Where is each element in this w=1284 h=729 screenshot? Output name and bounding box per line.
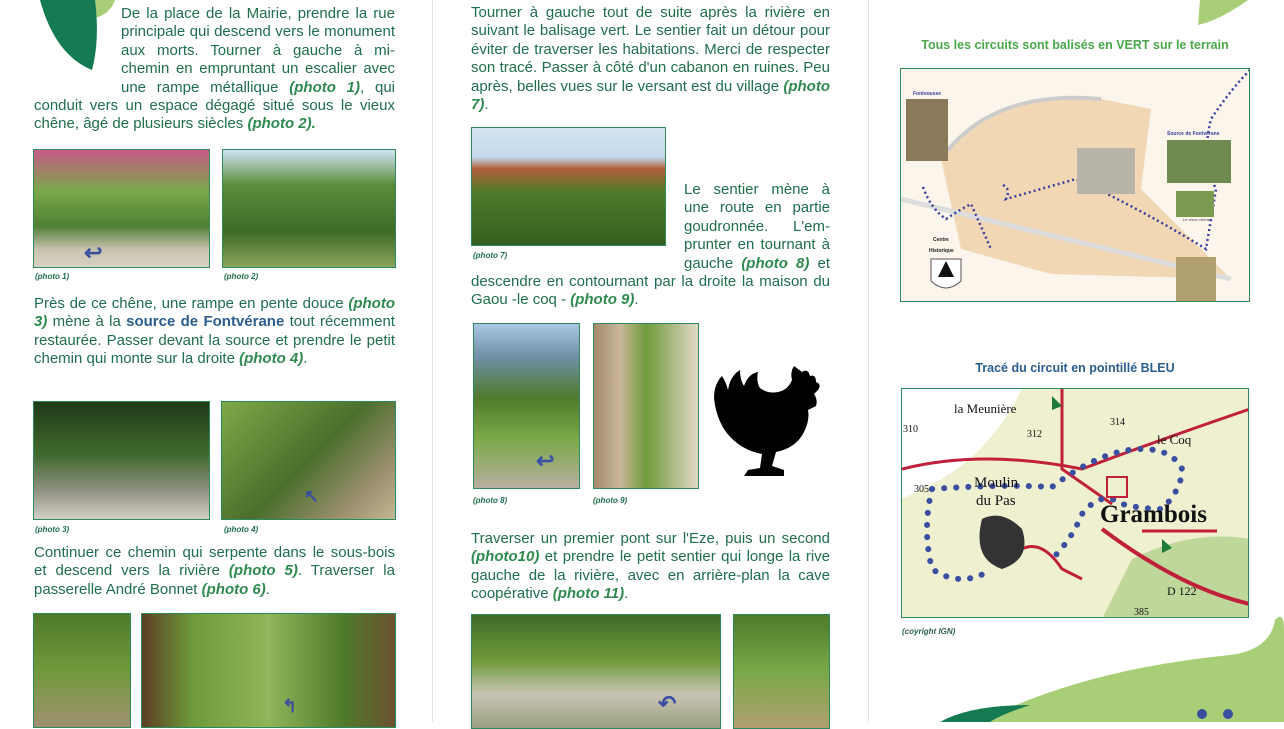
village-map[interactable]: Fontsousse Source de Fontvérane Centre Historique Le vieux chêne bbox=[900, 68, 1250, 302]
photo-caption: (photo 3) bbox=[35, 525, 70, 534]
photo-caption: (photo 4) bbox=[224, 525, 259, 534]
photo-ref: (photo 2). bbox=[247, 115, 316, 133]
photo-caption: (photo 8) bbox=[473, 496, 508, 505]
rooster-icon bbox=[706, 366, 832, 492]
photo-5-sentier bbox=[33, 613, 131, 728]
photo-caption: (photo 1) bbox=[35, 272, 70, 281]
source-name: source de Fontvérane bbox=[126, 313, 285, 331]
paragraph-balisage: Tourner à gauche tout de suite après la rivière en suivant le balisage vert. Le sentier fait un détour pour éviter de traverser les habitations. Merci de respecter son tracé. Passer à côté d'un cabanon en ruines. Peu après, belles vues sur le versant est du village (photo 7). bbox=[471, 4, 830, 114]
photo-4-chemin bbox=[221, 401, 396, 520]
photo-2-vieux-chene bbox=[222, 149, 396, 268]
paragraph-fontverane: Près de ce chêne, une rampe en pente douce (photo 3) mène à la source de Fontvérane tout récemment restaurée. Passer devant la source et prendre le petit chemin qui monte sur la droite (photo 4). bbox=[34, 295, 395, 368]
leaf-decoration-top-right bbox=[1190, 0, 1260, 30]
photo-caption: (photo 7) bbox=[473, 251, 508, 260]
arrow-icon: ↖ bbox=[304, 486, 320, 506]
column-divider bbox=[868, 0, 869, 722]
column-divider bbox=[432, 0, 433, 722]
arrow-icon: ↰ bbox=[282, 696, 298, 716]
photo-caption: (photo 2) bbox=[224, 272, 259, 281]
photo-9-maison-gaou bbox=[593, 323, 699, 489]
ign-map-title: Tracé du circuit en pointillé BLEU bbox=[975, 361, 1175, 375]
photo-3-source bbox=[33, 401, 210, 520]
paragraph-riviere: Continuer ce chemin qui serpente dans le sous-bois et descend vers la rivière (photo 5). Traverser la passerelle André Bonnet (photo 6). bbox=[34, 544, 395, 598]
paragraph-pont: Traverser un premier pont sur l'Eze, puis un second (photo10) et prendre le petit sentier qui longe la rive gauche de la rivière, avec en arrière-plan la cave coopérative (photo 11). bbox=[471, 530, 830, 603]
wave-decoration-bottom-right bbox=[930, 610, 1284, 722]
arrow-icon: ↩ bbox=[536, 448, 555, 473]
photo-11-sentier bbox=[733, 614, 830, 729]
photo-6-passerelle bbox=[141, 613, 396, 728]
photo-10-pont bbox=[471, 614, 721, 729]
arrow-icon: ↩ bbox=[84, 240, 103, 265]
arrow-icon: ↶ bbox=[658, 691, 677, 716]
paragraph-mairie: De la place de la Mairie, prendre la rue principale qui descend vers le monument aux morts. Tourner à gauche à mi-chemin en empruntant un escalier avec une rampe métallique (photo 1), qui conduit vers un espace dégagé situé sous le vieux chêne, âgé de plusieurs siècles (photo 2). bbox=[34, 5, 395, 133]
photo-8-route bbox=[473, 323, 580, 489]
photo-ref: (photo 1) bbox=[289, 78, 361, 96]
map-copyright: (coyright IGN) bbox=[902, 627, 956, 636]
village-map-drawing bbox=[901, 69, 1250, 302]
photo-caption: (photo 9) bbox=[593, 496, 628, 505]
photo-1-escalier bbox=[33, 149, 210, 268]
village-map-title: Tous les circuits sont balisés en VERT sur le terrain bbox=[921, 38, 1229, 52]
paragraph-route: Le sentier mène à une route en partie goudronnée. L'em-prunter en tournant à gauche (photo 8) et descendre en contournant par la droite la maison du Gaou -le coq - (photo 9). bbox=[471, 181, 830, 309]
ign-topo-map[interactable]: la Meunière Moulin du Pas le Coq Grambois D 122 310 312 314 305 385 bbox=[901, 388, 1249, 618]
